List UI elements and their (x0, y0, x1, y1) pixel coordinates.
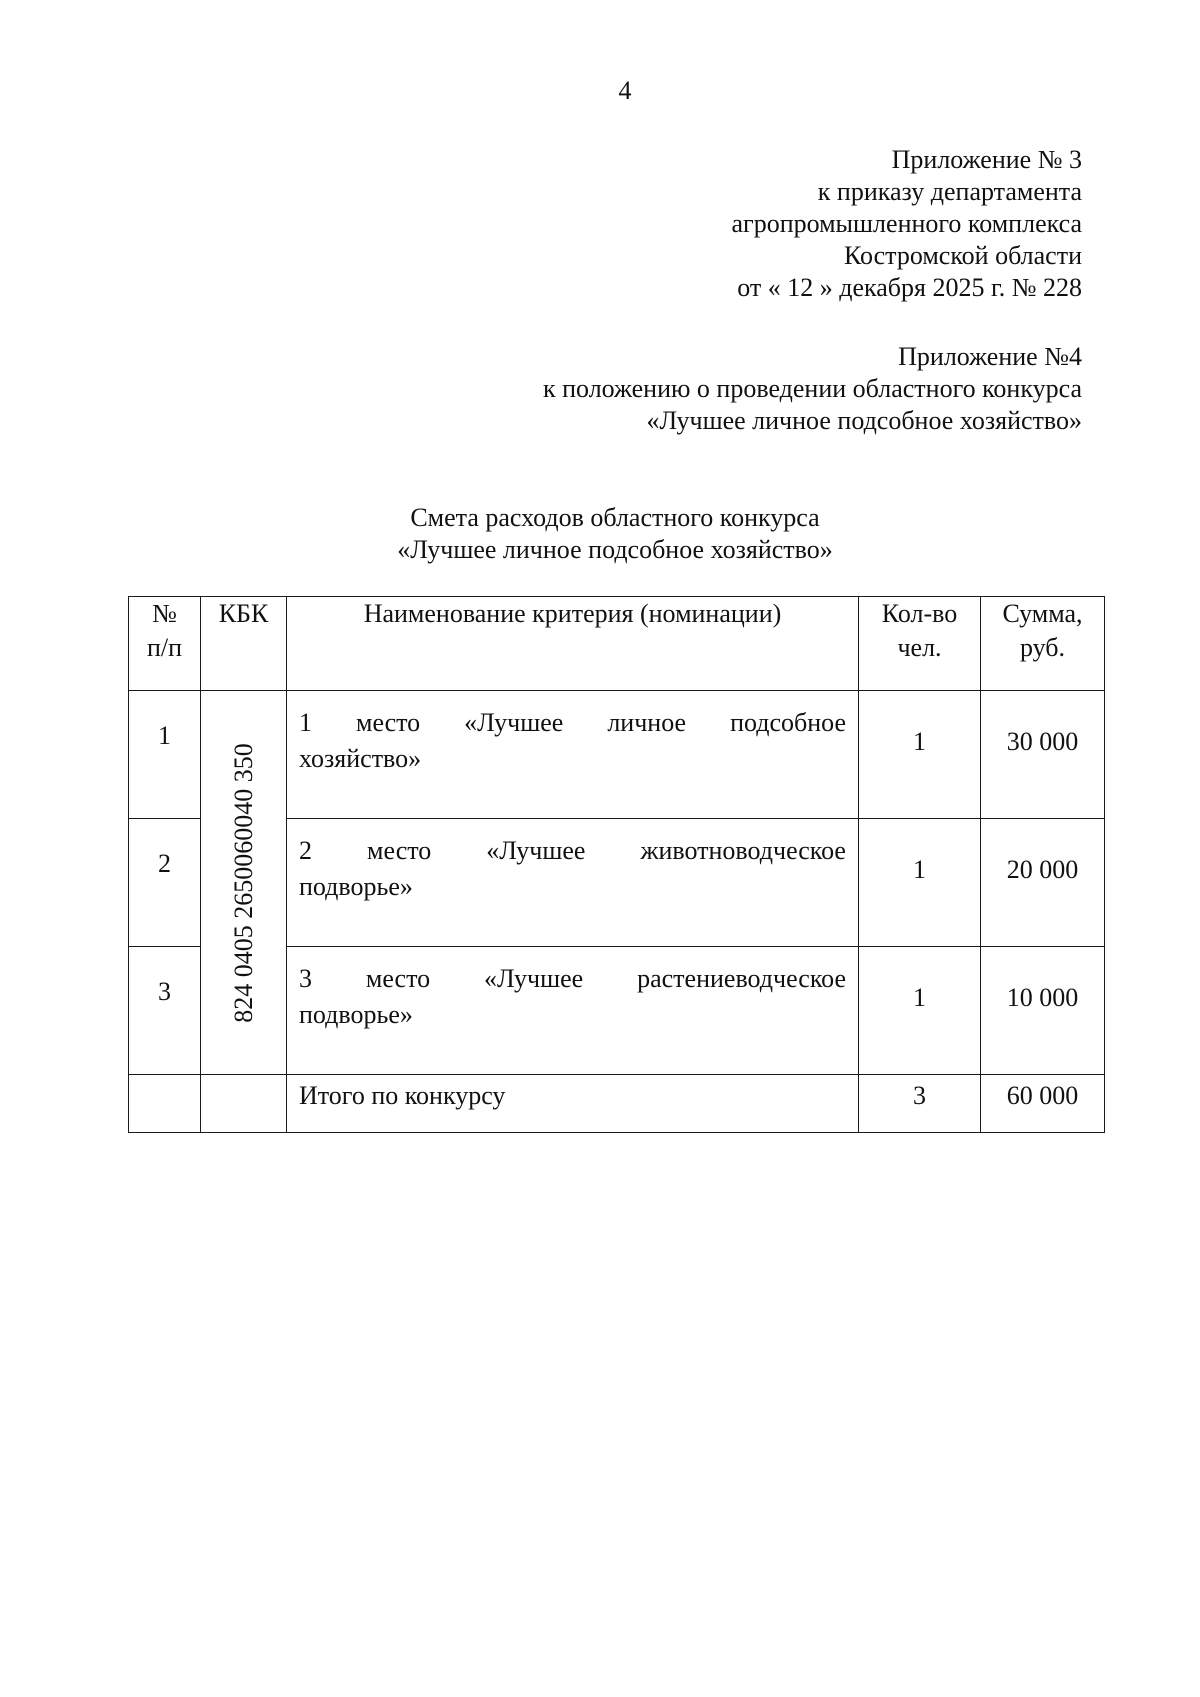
total-label-cell (287, 1075, 859, 1133)
total-kbk-cell (201, 1075, 287, 1133)
name-word: личное (607, 708, 687, 737)
row-quantity: 1 (913, 855, 926, 884)
row-quantity: 1 (913, 727, 926, 756)
row-name-line1 (299, 833, 846, 869)
row-quantity-cell (859, 947, 981, 1075)
total-quantity: 3 (913, 1081, 926, 1110)
name-word: 3 (299, 964, 312, 993)
row-quantity-cell (859, 819, 981, 947)
name-word: 2 (299, 836, 312, 865)
name-word: животноводческое (640, 836, 846, 865)
name-word: растениеводческое (637, 964, 846, 993)
name-word: 1 (299, 708, 312, 737)
table-total-row (129, 1075, 1105, 1133)
total-sum-cell (981, 1075, 1105, 1133)
appendix-regulation-line: Приложение №4 (898, 342, 1082, 371)
name-word: «Лучшее (464, 708, 564, 737)
document-title-line: «Лучшее личное подсобное хозяйство» (397, 535, 833, 564)
row-name-cell (287, 819, 859, 947)
appendix-regulation-line: «Лучшее личное подсобное хозяйство» (646, 406, 1082, 435)
row-sum-cell (981, 691, 1105, 819)
row-name-line2: подворье» (299, 1000, 413, 1029)
page-number: 4 (618, 76, 632, 105)
document-title-line: Смета расходов областного конкурса (410, 503, 820, 532)
appendix-order-line: Приложение № 3 (891, 145, 1082, 174)
appendix-order-block (731, 144, 1082, 304)
row-name-cell (287, 691, 859, 819)
total-label: Итого по конкурсу (299, 1081, 506, 1110)
appendix-regulation-line: к положению о проведении областного конкурса (542, 374, 1082, 403)
row-number: 1 (158, 721, 171, 750)
name-word: место (365, 964, 431, 993)
total-number-cell (129, 1075, 201, 1133)
name-word: место (367, 836, 432, 865)
appendix-order-line: к приказу департамента (817, 177, 1082, 206)
row-name-line2: хозяйство» (299, 744, 422, 773)
row-number: 2 (158, 849, 171, 878)
header-number (129, 597, 201, 691)
kbk-code: 824 0405 2650060040 350 (228, 742, 258, 1023)
header-number-abbr: п/п (146, 633, 183, 662)
document-title (0, 502, 1200, 566)
header-sum-line1: Сумма, (1002, 599, 1083, 628)
header-quantity-line2: чел. (897, 633, 942, 662)
row-number-cell (129, 947, 201, 1075)
header-quantity (859, 597, 981, 691)
header-sum (981, 597, 1105, 691)
appendix-order-line: агропромышленного комплекса (731, 209, 1082, 238)
row-sum: 20 000 (1006, 855, 1079, 884)
row-name-line2: подворье» (299, 872, 413, 901)
row-number-cell (129, 819, 201, 947)
appendix-order-line: Костромской области (843, 241, 1082, 270)
row-sum: 10 000 (1006, 983, 1079, 1012)
header-kbk: КБК (201, 597, 287, 691)
row-name-line1 (299, 705, 846, 741)
name-word: место (355, 708, 421, 737)
header-number-symbol: № (152, 599, 177, 628)
header-sum-line2: руб. (1019, 633, 1066, 662)
name-word: «Лучшее (484, 964, 584, 993)
row-name-line1 (299, 961, 846, 997)
kbk-cell (201, 691, 287, 1075)
row-quantity-cell (859, 691, 981, 819)
header-name: Наименование критерия (номинации) (287, 597, 859, 691)
table-row (129, 691, 1105, 819)
row-sum-cell (981, 947, 1105, 1075)
appendix-regulation-block (543, 341, 1082, 437)
header-quantity-line1: Кол-во (881, 599, 958, 628)
row-sum: 30 000 (1006, 727, 1079, 756)
total-quantity-cell (859, 1075, 981, 1133)
row-number-cell (129, 691, 201, 819)
estimate-table (128, 596, 1105, 1133)
row-number: 3 (158, 977, 171, 1006)
table-header-row (129, 597, 1105, 691)
total-sum: 60 000 (1006, 1081, 1079, 1110)
name-word: «Лучшее (486, 836, 586, 865)
row-quantity: 1 (913, 983, 926, 1012)
name-word: подсобное (730, 708, 846, 737)
row-sum-cell (981, 819, 1105, 947)
row-name-cell (287, 947, 859, 1075)
appendix-order-line: от « 12 » декабря 2025 г. № 228 (737, 273, 1082, 302)
